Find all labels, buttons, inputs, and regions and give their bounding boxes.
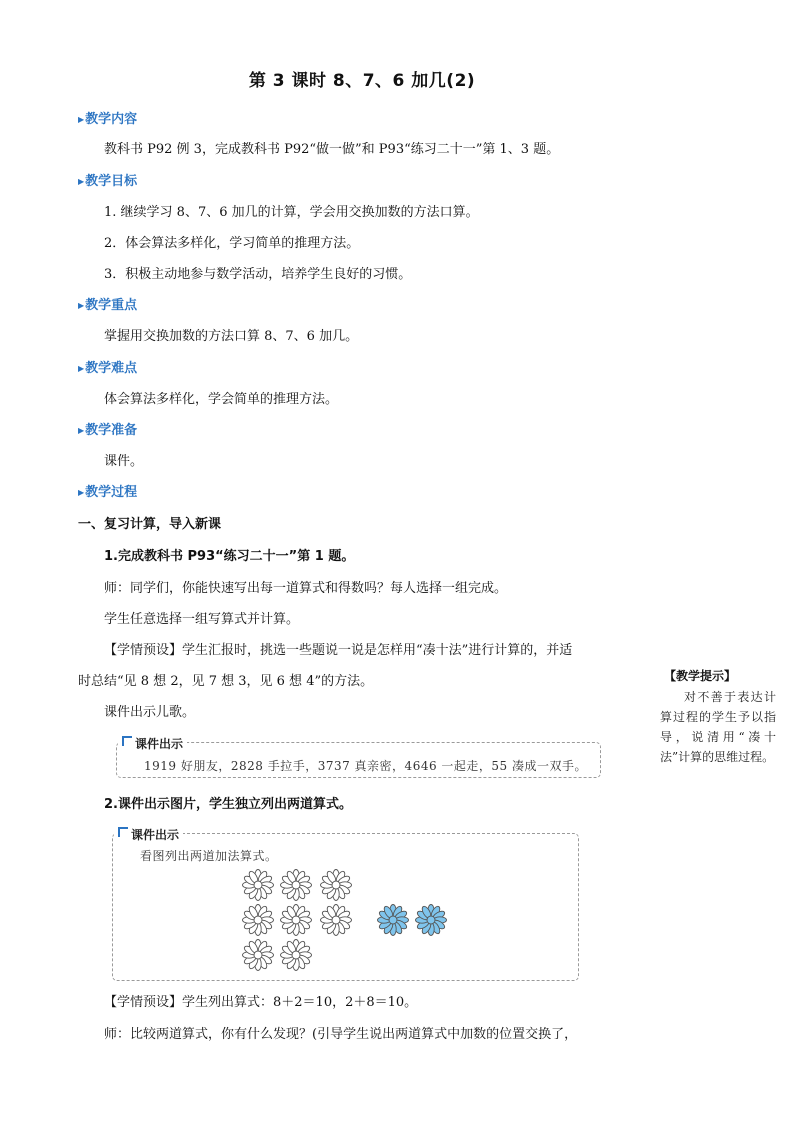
triangle-bullet-icon: ▶ (78, 301, 85, 310)
triangle-bullet-icon: ▶ (78, 177, 85, 186)
nursery-rhyme-text: 1919 好朋友，2828 手拉手，3737 真亲密，4646 一起走，55 凑成一双手。 (144, 759, 588, 773)
preset-line: 【学情预设】学生汇报时，挑选一些题说一说是怎样用“凑十法”进行计算的，并适 (104, 643, 573, 658)
show-song-line: 课件出示儿歌。 (104, 705, 196, 720)
blue-flower-icon (378, 905, 409, 936)
lesson-title: 第 3 课时 8、7、6 加几(2) (248, 71, 476, 91)
teacher-line: 师：比较两道算式，你有什么发现？(引导学生说出两道算式中加数的位置交换了， (104, 1027, 578, 1042)
courseware-label: 课件出示 (114, 826, 183, 843)
content-text: 教科书 P92 例 3，完成教科书 P92“做一做”和 P93“练习二十一”第 1、3 题。 (104, 142, 560, 157)
section-heading-process: ▶教学过程 (78, 485, 138, 500)
process-step-heading: 1.完成教科书 P93“练习二十一”第 1 题。 (104, 549, 355, 564)
triangle-bullet-icon: ▶ (78, 364, 85, 373)
white-flower-icon (243, 940, 274, 971)
teaching-tip-body: 对不善于表达计算过程的学生予以指导，说清用“凑十法”计算的思维过程。 (660, 690, 776, 764)
teacher-line: 师：同学们，你能快速写出每一道算式和得数吗？每人选择一组完成。 (104, 581, 508, 596)
white-flower-icon (243, 870, 274, 901)
section-heading-prep: ▶教学准备 (78, 423, 138, 438)
section-heading-content: ▶教学内容 (78, 112, 138, 127)
section-heading-difficulty: ▶教学难点 (78, 361, 138, 376)
section-heading-goals: ▶教学目标 (78, 174, 138, 189)
prep-text: 课件。 (104, 454, 144, 469)
goal-item: 2．体会算法多样化，学习简单的推理方法。 (104, 236, 360, 251)
key-text: 掌握用交换加数的方法口算 8、7、6 加几。 (104, 329, 359, 344)
goal-item: 1. 继续学习 8、7、6 加几的计算，学会用交换加数的方法口算。 (104, 205, 479, 220)
student-line: 学生任意选择一组写算式并计算。 (104, 612, 300, 627)
white-flower-icon (281, 905, 312, 936)
process-part-heading: 一、复习计算，导入新课 (78, 517, 222, 532)
goal-item: 3．积极主动地参与数学活动，培养学生良好的习惯。 (104, 267, 412, 282)
blue-flower-icon (416, 905, 447, 936)
triangle-bullet-icon: ▶ (78, 488, 85, 497)
white-flower-icon (281, 940, 312, 971)
white-flower-icon (281, 870, 312, 901)
section-heading-key: ▶教学重点 (78, 298, 138, 313)
preset-line-continued: 时总结“见 8 想 2，见 7 想 3，见 6 想 4”的方法。 (78, 674, 374, 689)
white-flower-icon (321, 870, 352, 901)
triangle-bullet-icon: ▶ (78, 115, 85, 124)
white-flower-icon (243, 905, 274, 936)
picture-instruction: 看图列出两道加法算式。 (140, 849, 278, 863)
courseware-label: 课件出示 (118, 735, 187, 752)
difficulty-text: 体会算法多样化，学会简单的推理方法。 (104, 392, 339, 407)
white-flower-icon (321, 905, 352, 936)
triangle-bullet-icon: ▶ (78, 426, 85, 435)
preset-line: 【学情预设】学生列出算式：8＋2＝10，2＋8＝10。 (104, 995, 418, 1010)
process-step-heading: 2.课件出示图片，学生独立列出两道算式。 (104, 797, 352, 812)
teaching-tip-title: 【教学提示】 (664, 669, 737, 683)
